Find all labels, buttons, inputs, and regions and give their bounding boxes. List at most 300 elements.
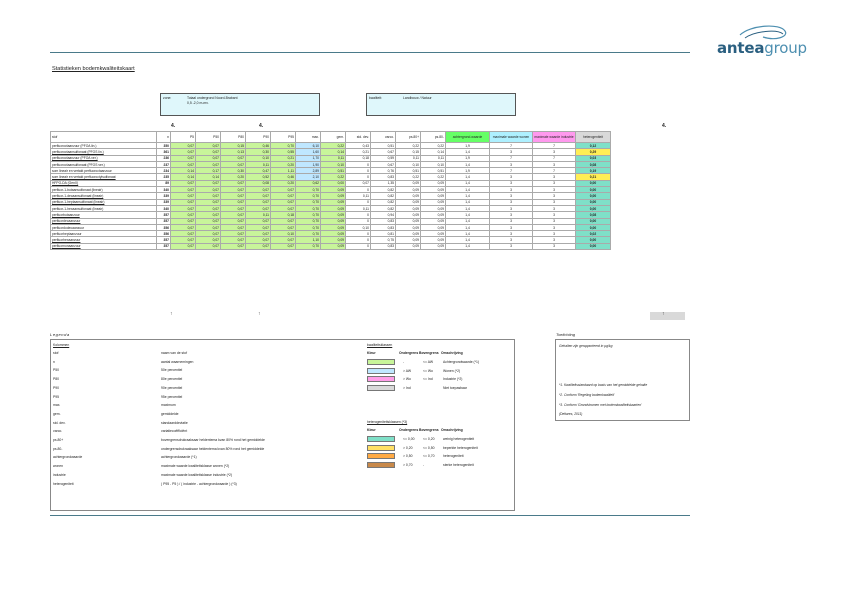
table-cell: 1,11 [271,168,296,174]
table-cell: 0,00 [576,237,611,243]
klassen-title: kwaliteitsklassen [367,343,393,347]
table-cell: 0,59 [371,155,396,161]
table-cell: 0,07 [271,187,296,193]
table-cell: 0,70 [296,243,321,249]
table-cell: 3 [533,205,576,211]
table-cell: 0,09 [321,187,346,193]
legend-title: Legenda [50,332,70,337]
table-cell: 0,07 [221,205,246,211]
table-cell: 3 [533,218,576,224]
table-cell: 0,07 [271,205,296,211]
table-cell: 0,09 [321,199,346,205]
column-header: P50 [196,132,221,143]
table-cell: 3 [533,199,576,205]
table-cell: 0,09 [396,193,421,199]
class-boven: <= 0,20 [423,437,435,441]
table-cell: 0,83 [371,224,396,230]
table-cell: 0,08 [576,161,611,167]
toelichting-note-3: *3. Conform 'Grondstromen met bodemkwaliteitskaarten' [559,403,642,407]
table-cell: 0,07 [196,143,221,149]
table-cell: 0,07 [196,243,221,249]
marker-n: 4. [171,123,176,129]
table-cell: 1,4 [446,224,490,230]
table-cell: 0,07 [246,243,271,249]
table-cell: 0,07 [196,224,221,230]
table-cell: 0,09 [396,243,421,249]
table-cell: 1,4 [446,193,490,199]
table-cell: 0 [346,199,371,205]
table-cell: 6,10 [296,143,321,149]
class-swatch [367,436,395,442]
table-cell: perfluor-1-decaansulfonaat (lineair) [51,193,157,199]
table-row [51,243,611,249]
table-cell: 0,07 [221,231,246,237]
kwaliteit-value: Landbouw / Natuur [403,96,432,100]
table-cell: 1,9 [446,168,490,174]
table-cell: 3 [490,193,533,199]
table-cell: 0,07 [246,231,271,237]
legend-description: maximale waarde kwaliteitsklasse wonen (*2) [161,464,230,469]
column-header: ps.80- [421,132,446,143]
table-cell: 0,07 [246,187,271,193]
table-cell: 0,09 [321,231,346,237]
table-cell: 3 [533,212,576,218]
table-header [51,132,611,143]
class-header: Bovengrens [419,351,439,355]
table-cell: 7 [533,168,576,174]
class-header: Kleur [367,351,376,355]
table-cell: 0,07 [171,243,196,249]
table-cell: 0,70 [296,205,321,211]
legend-key: P80 [53,377,60,382]
table-cell: 0,10 [321,161,346,167]
table-cell: 0,07 [196,180,221,186]
table-cell: som lineair en vertakt perfluoroctaanzuur [51,168,157,174]
table-cell: 0,10 [271,231,296,237]
column-header: max. [296,132,321,143]
table-cell: 0,09 [396,187,421,193]
zone-line1: Totaal ondergrond Noord-Brabant [187,96,238,100]
table-cell: 0,07 [171,149,196,155]
table-cell: 0,67 [371,161,396,167]
table-cell: 1,4 [446,149,490,155]
column-header: P95 [271,132,296,143]
table-cell: 0,70 [271,143,296,149]
table-cell: 0,22 [421,143,446,149]
table-cell: 0,09 [396,180,421,186]
legend-description: 80e percentiel [161,377,183,382]
table-cell: 1,4 [446,237,490,243]
table-cell: 0,81 [371,231,396,237]
table-cell: perfluor-1-heptaansulfonaat (lineair) [51,199,157,205]
class-boven: <= Ind [423,377,433,381]
legend-key: P90 [53,385,60,390]
legend-box [50,339,515,511]
legend-description: ondergrensdrukraaksaar heldentema kvan 80% rond het gemiddelde [161,446,265,451]
table-cell: perfluoroctaansulfonaat (PFOS ver.) [51,161,157,167]
legend-key: std. dev. [53,420,66,425]
table-cell: 0,10 [421,161,446,167]
table-cell: 0,14 [421,149,446,155]
table-cell: 0,02 [576,231,611,237]
legend-key: industrie [53,472,66,477]
table-cell: 1,4 [446,180,490,186]
table-cell: 0,10 [246,155,271,161]
table-cell: 0,09 [321,243,346,249]
table-cell: 0,07 [221,199,246,205]
table-cell: 0,09 [321,224,346,230]
table-cell: 3 [490,180,533,186]
class-boven: <= 0,70 [423,454,435,458]
table-cell: 0,51 [371,143,396,149]
table-cell: 0,09 [421,205,446,211]
marker-p80: 4. [259,123,264,129]
column-header: P90 [246,132,271,143]
table-cell: 0,46 [271,174,296,180]
table-cell: 0,70 [296,199,321,205]
table-cell: 0,30 [246,149,271,155]
legend-key: wonen [53,464,63,469]
toelichting-title: Toelichting [556,332,575,337]
table-cell: 7 [533,143,576,149]
legend-description: maximum [161,403,176,408]
table-cell: 1,4 [446,199,490,205]
table-cell: 0,11 [246,212,271,218]
table-cell: 0,83 [371,218,396,224]
legend-key: achtergrondwaarde [53,455,83,460]
legend-description: maximale waarde kwaliteitsklasse industrie (*2) [161,472,233,477]
column-header: maximale waarde industrie [533,132,576,143]
table-cell: 0 [346,243,371,249]
table-cell: 0,11 [346,205,371,211]
table-cell: 3 [533,237,576,243]
hetero-footer [650,312,685,320]
class-onder: > 0,70 [403,462,413,467]
arrow-hetero-icon: ↑ [662,311,665,317]
table-cell: 0,07 [171,224,196,230]
table-cell: 235 [157,174,171,180]
table-cell: 3 [533,243,576,249]
table-cell: 0,07 [171,218,196,224]
class-swatch [367,385,395,391]
legend-description: 90e percentiel [161,385,183,390]
table-cell: 0,29 [576,149,611,155]
table-cell: 0,07 [246,199,271,205]
table-cell: 339 [157,199,171,205]
table-cell: 0,07 [196,149,221,155]
table-cell: 357 [157,243,171,249]
legend-key: ps.80+ [53,438,64,442]
table-cell: 236 [157,155,171,161]
class-boven: <= AW [423,360,434,364]
table-cell: 0,10 [346,224,371,230]
table-cell: 0,11 [421,155,446,161]
table-cell: 0,15 [396,149,421,155]
table-cell: 0,07 [171,193,196,199]
table-cell: 3 [533,161,576,167]
table-cell: 3 [490,174,533,180]
table-cell: 0,43 [346,143,371,149]
legend-key: n [53,359,55,364]
table-cell: 0 [346,174,371,180]
arrow-n-icon: ↑ [170,311,173,317]
table-cell: 0,13 [221,149,246,155]
class-onder: > Wo [403,377,411,381]
table-cell: 0,70 [296,231,321,237]
table-cell: 0,03 [576,155,611,161]
table-cell: 0,14 [321,149,346,155]
table-cell: 340 [157,205,171,211]
class-omschr: sterke heterogeniteit [443,462,474,467]
table-cell: 0,07 [221,212,246,218]
class-onder: > AW [403,368,412,373]
table-cell: 7 [490,143,533,149]
table-cell: 0,22 [321,143,346,149]
table-cell: 3 [533,193,576,199]
table-cell: 0,11 [321,155,346,161]
legend-description: 50e percentiel [161,368,183,373]
table-cell: 357 [157,212,171,218]
table-cell: 357 [157,218,171,224]
table-cell: 0,07 [221,161,246,167]
table-cell: 3 [490,199,533,205]
table-cell: 1,4 [446,218,490,224]
toelichting-note-1: *1. Kwaliteitsstandaard op basis van het gemiddelde gehalte [559,383,648,387]
table-cell: 3 [533,187,576,193]
table-cell: 0,07 [196,231,221,237]
class-header: Ondergrens [399,428,419,432]
table-cell: 0,07 [221,180,246,186]
table-cell: 0 [346,237,371,243]
table-cell: 0,07 [246,205,271,211]
table-cell: perfluor-1-butaansulfonaat (lineair) [51,187,157,193]
table-cell: 1,10 [296,237,321,243]
table-cell: 0,12 [576,143,611,149]
toelichting-note-2: *2. Conform 'Regeling bodemkwaliteit' [559,393,615,397]
table-cell: 0,09 [421,243,446,249]
table-cell: 0,55 [271,149,296,155]
table-cell: 0,09 [321,218,346,224]
table-cell: 2,89 [296,168,321,174]
class-omschr: heterogeniteit [443,454,464,458]
table-cell: 0,09 [421,237,446,243]
class-header: Omschrijving [441,428,463,432]
table-cell: 356 [157,224,171,230]
table-cell: 0,18 [271,212,296,218]
table-cell: 3 [490,224,533,230]
table-cell: 0,82 [371,187,396,193]
table-cell: 237 [157,161,171,167]
table-cell: 0,07 [171,199,196,205]
table-cell: 0,82 [371,199,396,205]
table-cell: 0,09 [421,187,446,193]
table-cell: 0,00 [576,205,611,211]
kwaliteit-label: kwaliteit: [369,96,383,100]
table-cell: 0,07 [171,155,196,161]
class-onder: > Ind [403,385,411,390]
table-cell: 0,21 [576,174,611,180]
table-cell: 0,67 [371,149,396,155]
legend-key: stof [53,351,59,355]
table-cell: 0,94 [371,212,396,218]
table-cell: perfluordodecaanzuur [51,224,157,230]
class-header: Bovengrens [419,428,439,432]
table-cell: 0,09 [396,231,421,237]
table-cell: 0,20 [221,174,246,180]
toelichting-line1: Gehalten zijn gerapporteerd in µg/kg [559,344,613,348]
column-header: achtergrond-waarde [446,132,490,143]
legend-description: variatiecoëfficiënt [161,429,188,434]
class-omschr: beperkte heterogeniteit [443,445,478,450]
table-cell: 3 [533,174,576,180]
table-cell: 0,22 [396,174,421,180]
table-cell: 1,60 [296,149,321,155]
table-cell: 0,09 [421,231,446,237]
legend-description: aantal waarnemingen [161,359,194,364]
column-header: gem. [321,132,346,143]
table-cell: 0,09 [421,180,446,186]
table-cell: 0,30 [221,168,246,174]
class-swatch [367,453,395,459]
table-cell: 1,4 [446,174,490,180]
legend-description: achtergrondwaarde (*1) [161,455,197,460]
table-cell: 0,70 [296,212,321,218]
class-swatch [367,359,395,365]
table-cell: 0,51 [321,168,346,174]
table-cell: 0,07 [171,187,196,193]
table-cell: 0,22 [321,174,346,180]
legend-description: naam van de stof [161,351,188,355]
table-cell: 0,07 [221,237,246,243]
table-cell: HFPO-DA (GenX) [51,180,157,186]
table-cell: 340 [157,187,171,193]
table-cell: 3 [533,224,576,230]
table-cell: 0,14 [196,174,221,180]
table-cell: 0,07 [271,193,296,199]
class-omschr: weinig heterogeniteit [443,437,475,441]
table-cell: 0,00 [576,187,611,193]
table-cell: 356 [157,231,171,237]
table-cell: 0,07 [271,218,296,224]
table-cell: 0,09 [321,205,346,211]
column-header: stof [51,132,157,143]
table-cell: 0,09 [396,218,421,224]
table-cell: 1,90 [296,161,321,167]
top-rule [50,52,690,53]
table-cell: 0,08 [576,212,611,218]
table-cell: 89 [157,180,171,186]
table-cell: 0,51 [421,168,446,174]
table-cell: 0,07 [196,205,221,211]
legend-key: varco. [53,429,63,434]
column-header: n [157,132,171,143]
table-cell: 0,07 [221,218,246,224]
legend-description: gemiddelde [161,411,179,416]
table-cell: 1,4 [446,187,490,193]
marker-hetero: 4. [662,123,667,129]
arrow-p80-icon: ↑ [258,311,261,317]
table-cell: 0,09 [321,237,346,243]
legend-key: max. [53,403,61,408]
class-header: Kleur [367,428,376,432]
table-cell: 0,11 [346,193,371,199]
table-cell: 0,62 [296,180,321,186]
table-cell: 0,07 [171,237,196,243]
statistics-table [50,131,611,250]
table-cell: 0,22 [396,143,421,149]
table-cell: 0,07 [196,237,221,243]
table-cell: 0,15 [221,143,246,149]
table-cell: 0 [346,161,371,167]
table-cell: 0,07 [171,161,196,167]
table-cell: 0,14 [171,174,196,180]
zone-label: zone: [163,96,172,100]
legend-description: standaarddeviatie [161,420,188,425]
table-cell: 0,09 [421,193,446,199]
table-cell: 0,07 [171,212,196,218]
class-onder: > 0,50 [403,454,413,458]
table-cell: perfluorhexaanzuur [51,237,157,243]
table-cell: 0,22 [421,174,446,180]
table-cell: 0,07 [196,193,221,199]
legend-description: ( P95 - P5 ) / ( industrie - achtergrondwaarde ) (*3) [161,481,237,486]
table-cell: 0,07 [196,218,221,224]
table-cell: 0,09 [396,224,421,230]
table-cell: 1,9 [446,155,490,161]
zone-line2: 0,5 -2,0 m-mv. [187,101,209,105]
table-cell: 0,00 [576,224,611,230]
table-cell: 0 [346,231,371,237]
table-cell: 0,07 [221,187,246,193]
table-cell: 357 [157,237,171,243]
table-cell: 0,46 [246,143,271,149]
table-cell: 0,00 [576,218,611,224]
class-omschr: Niet toepasbaar [443,385,467,390]
table-cell: 0,70 [296,224,321,230]
table-cell: 7 [490,155,533,161]
column-header: P80 [221,132,246,143]
table-cell: 0,09 [421,199,446,205]
table-cell: 0,07 [246,193,271,199]
table-cell: 0 [346,168,371,174]
table-cell: 0,07 [171,231,196,237]
table-cell: 0 [346,187,371,193]
table-cell: 3 [490,187,533,193]
class-onder: > 0,20 [403,445,413,450]
table-cell: 0,07 [271,237,296,243]
table-cell: 0,14 [171,168,196,174]
table-cell: 0,09 [321,212,346,218]
table-cell: 0,00 [576,193,611,199]
table-cell: 0,09 [396,205,421,211]
table-cell: 0,11 [246,161,271,167]
table-cell: 3 [533,149,576,155]
table-cell: 0,08 [246,180,271,186]
table-cell: 0,10 [396,161,421,167]
table-cell: 0,83 [371,243,396,249]
table-cell: 3 [490,231,533,237]
logo-part-group: group [764,39,807,57]
class-boven: <= 0,50 [423,445,435,450]
class-swatch [367,445,395,451]
table-cell: 2,10 [296,174,321,180]
table-cell: 3 [490,243,533,249]
table-cell: 0,07 [271,243,296,249]
table-cell: 1,4 [446,212,490,218]
table-cell: 3 [490,218,533,224]
table-cell: 0,21 [271,155,296,161]
table-cell: 1,9 [446,143,490,149]
